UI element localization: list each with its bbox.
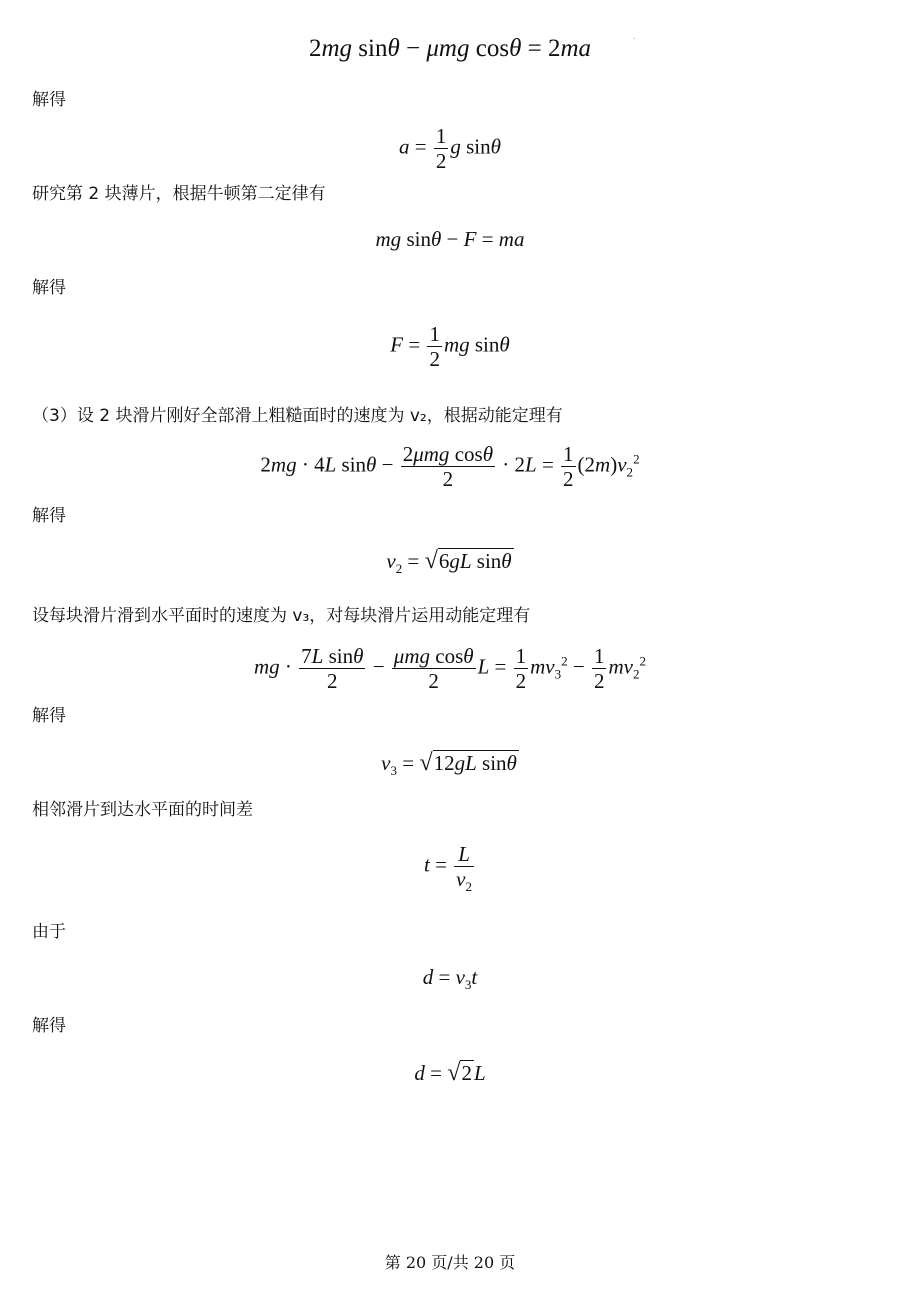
equation-3: mg sinθ − F = ma	[375, 227, 525, 251]
equation-11: d = √2L	[414, 1059, 486, 1086]
solve-label-4: 解得	[32, 706, 66, 726]
time-diff-text: 相邻滑片到达水平面的时间差	[32, 800, 253, 820]
because-text: 由于	[32, 922, 66, 942]
equation-1: 2mg sinθ − μmg cosθ = 2ma	[308, 35, 592, 62]
page-footer: 第 20 页/共 20 页	[384, 1253, 516, 1272]
solve-label-1: 解得	[32, 90, 66, 110]
solve-label-2: 解得	[32, 278, 66, 298]
equation-10: $d = v_3t$	[422, 965, 478, 993]
equation-8: $v_3 = √12gL$ sinθ	[381, 749, 517, 779]
study-block-2-text: 研究第 2 块薄片，根据牛顿第二定律有	[32, 184, 326, 204]
equation-4: F = $\frac{1}{2}$ mg sinθ	[390, 322, 510, 372]
equation-7: mg · $\frac{\text{7L sinθ}}{2}$ − $\frac{\text{μmg cosθ}}{2}$ L = $\frac{1}{2}$ $mv_3^2$ − $\frac{1}{2}$ $mv_2^2$	[253, 644, 647, 694]
solve-label-5: 解得	[32, 1016, 66, 1036]
solve-label-3: 解得	[32, 506, 66, 526]
equation-5: 2mg · 4L sinθ − $\frac{\text{2μmg cosθ}}{2}$ · 2L = $\frac{1}{2}$ $(2m)v_2^2$	[260, 442, 640, 492]
part3-intro-text: （3）设 2 块滑片刚好全部滑上粗糙面时的速度为 v₂，根据动能定理有	[32, 406, 563, 426]
each-block-intro-text: 设每块滑片滑到水平面时的速度为 v₃，对每块滑片运用动能定理有	[32, 606, 531, 626]
equation-6: $v_2 = √6gL$ sinθ	[386, 547, 512, 577]
equation-9: t = $\frac{L}{v_2}$	[423, 842, 473, 895]
equation-2: a = $\frac{1}{2}$ g sinθ	[399, 124, 501, 174]
